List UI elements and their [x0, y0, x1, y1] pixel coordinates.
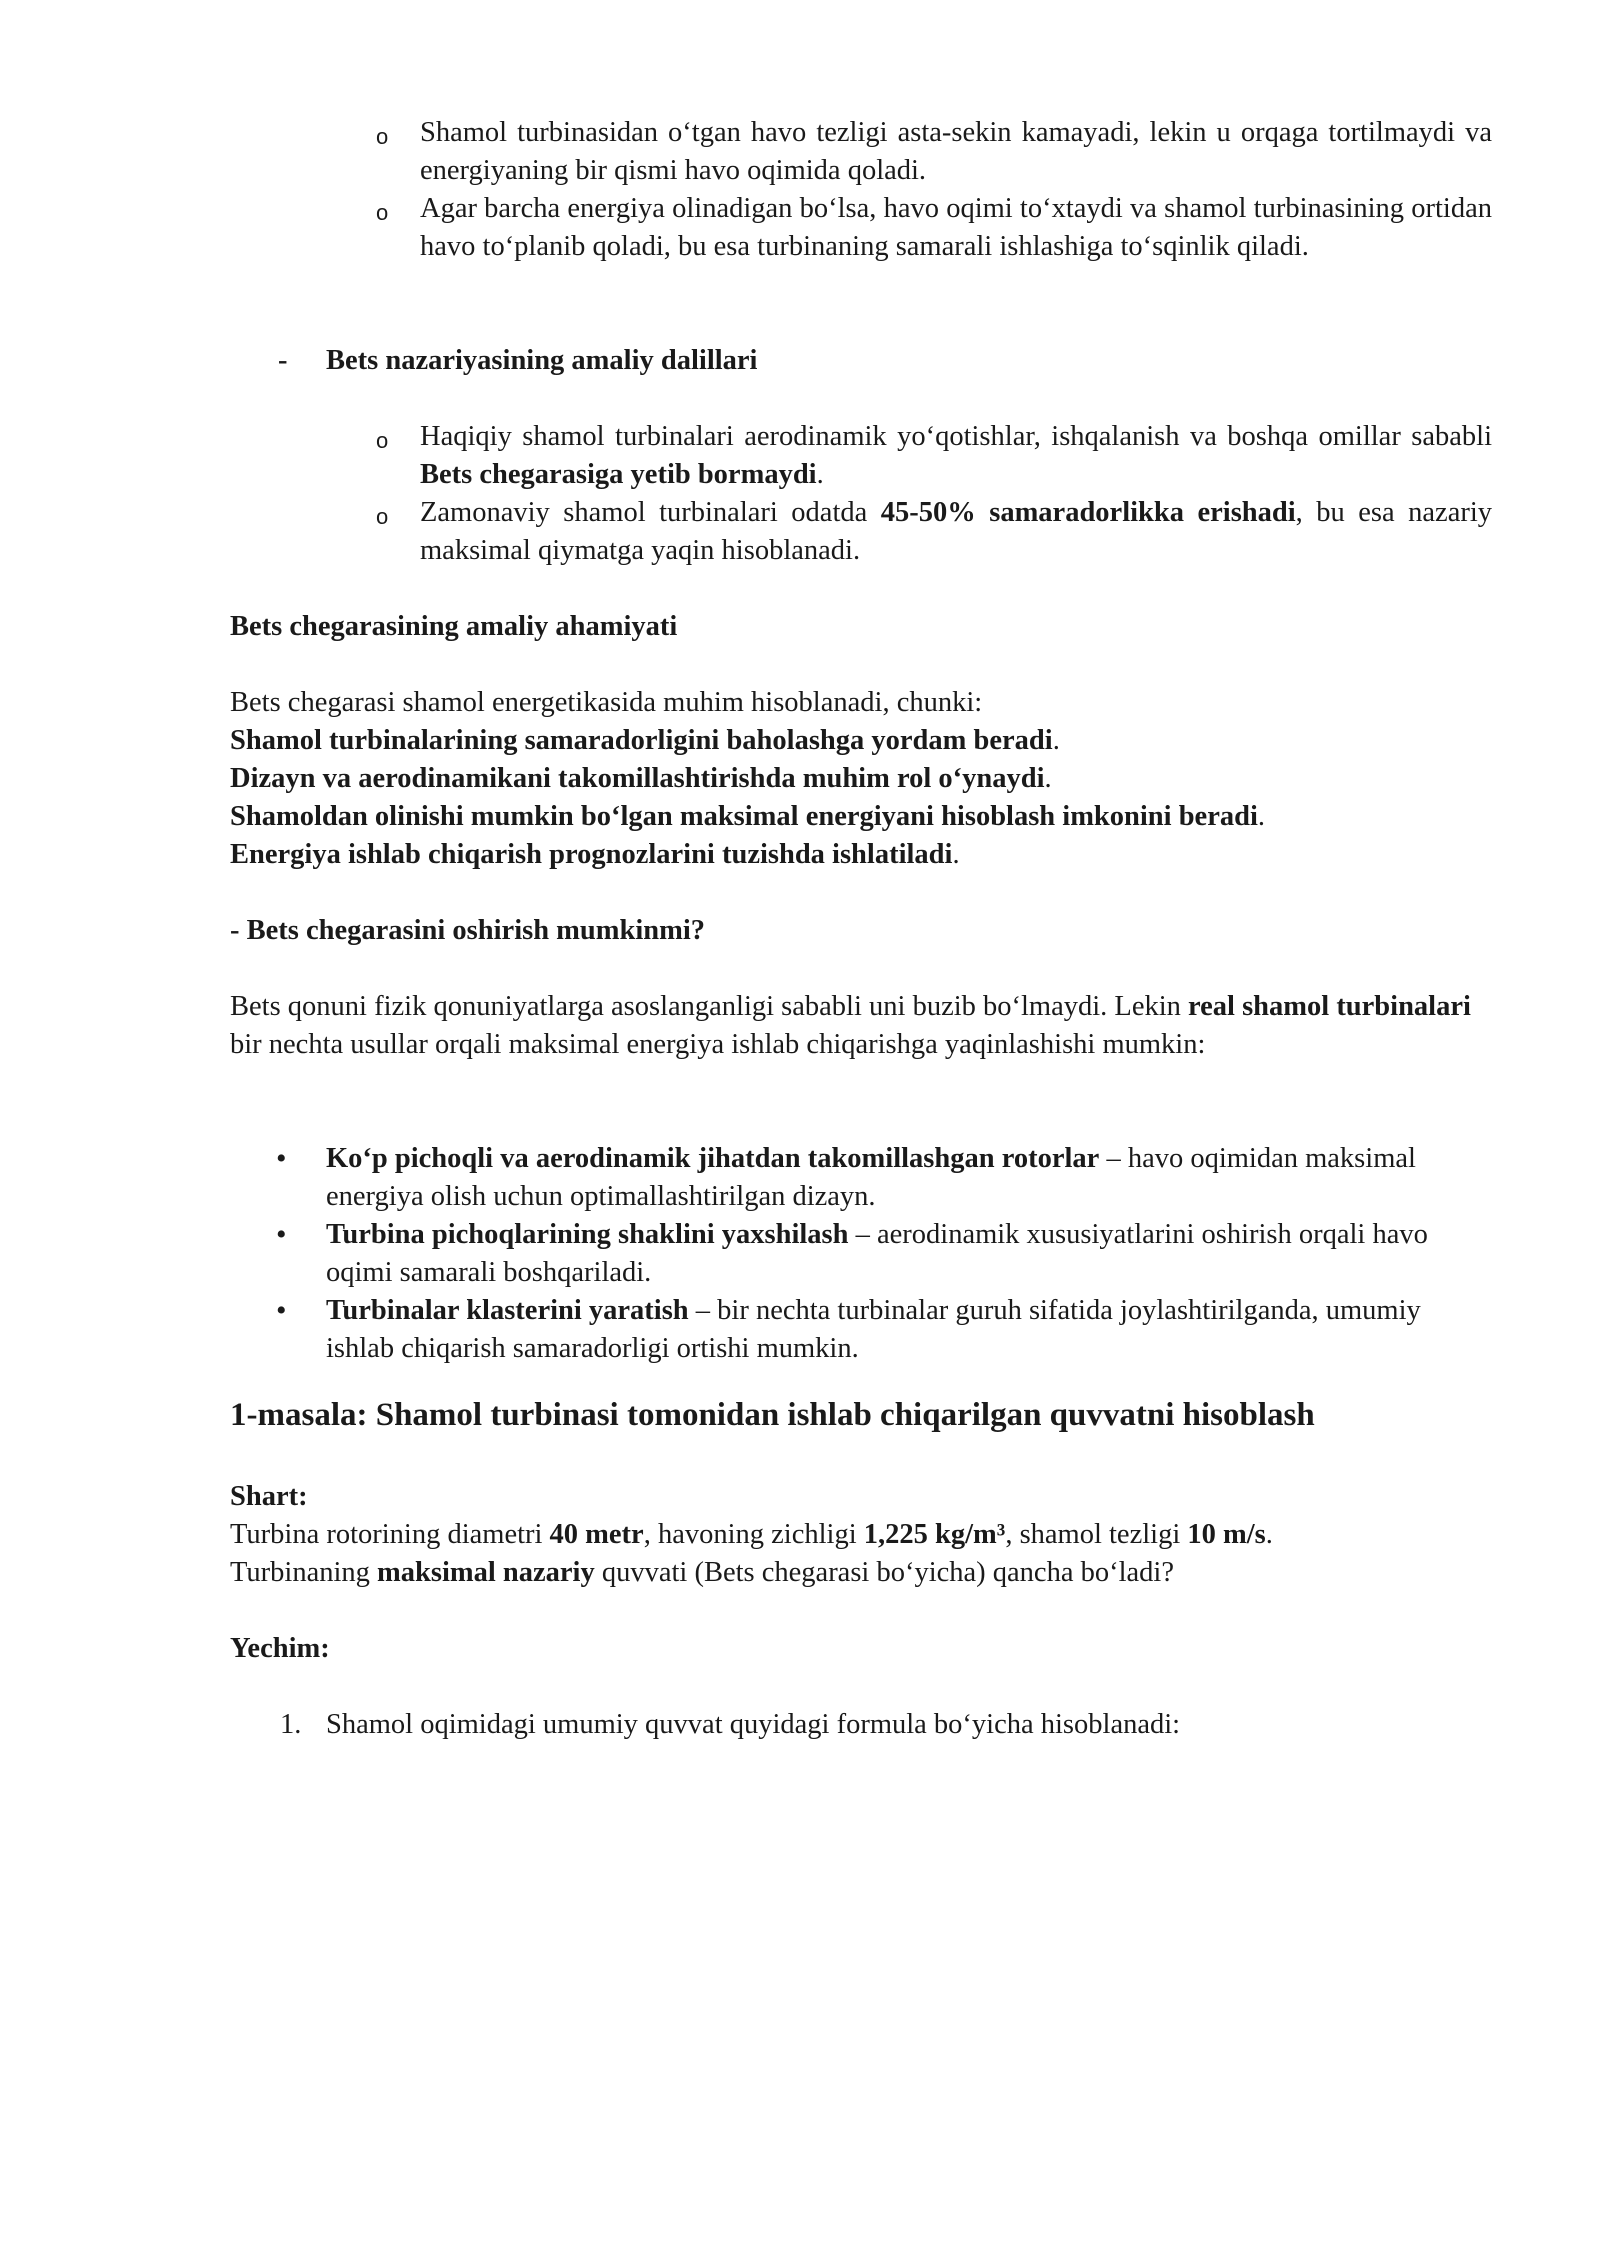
bullet-text: Turbinalar klasterini yaratish – bir nechta turbinalar guruh sifatida joylashtirilganda, umumiy ishlab chiqarish samaradorligi ortishi mumkin. — [326, 1295, 1421, 1364]
importance-line: Shamol turbinalarining samaradorligini baholashga yordam beradi. — [230, 725, 1060, 756]
bullet-text: Ko‘p pichoqli va aerodinamik jihatdan takomillashgan rotorlar – havo oqimidan maksimal energiya olish uchun optimallashtirilgan dizayn. — [326, 1143, 1416, 1212]
sub-bullet-text: Zamonaviy shamol turbinalari odatda 45-50% samaradorlikka erishadi, bu esa nazariy maksimal qiymatga yaqin hisoblanadi. — [420, 497, 1493, 566]
step-number: 1. — [280, 1709, 302, 1740]
bullet-marker: • — [276, 1142, 287, 1175]
condition-label: Shart: — [230, 1481, 308, 1512]
dash-heading: Bets nazariyasining amaliy dalillari — [326, 345, 758, 376]
sub-bullet-marker: o — [376, 200, 389, 225]
bullet-marker: • — [276, 1218, 287, 1251]
solution-label: Yechim: — [230, 1633, 330, 1664]
condition-line: Turbinaning maksimal nazariy quvvati (Bets chegarasi bo‘yicha) qancha bo‘ladi? — [230, 1557, 1174, 1588]
importance-line: Shamoldan olinishi mumkin bo‘lgan maksimal energiyani hisoblash imkonini beradi. — [230, 801, 1265, 832]
problem-heading: 1-masala: Shamol turbinasi tomonidan ishlab chiqarilgan quvvatni hisoblash — [230, 1397, 1315, 1433]
section-heading: - Bets chegarasini oshirish mumkinmi? — [230, 915, 706, 946]
dash-marker: - — [278, 345, 288, 376]
sub-bullet-text: Shamol turbinasidan o‘tgan havo tezligi asta-sekin kamayadi, lekin u orqaga tortilmaydi va energiyaning bir qismi havo oqimida qoladi. — [420, 117, 1492, 186]
sub-bullet-marker: o — [376, 428, 389, 453]
sub-bullet-marker: o — [376, 124, 389, 149]
bullet-marker: • — [276, 1294, 287, 1327]
section-heading: Bets chegarasining amaliy ahamiyati — [230, 611, 678, 642]
sub-bullet-text: Agar barcha energiya olinadigan bo‘lsa, havo oqimi to‘xtaydi va shamol turbinasining ortidan havo to‘planib qoladi, bu esa turbinaning samarali ishlashiga to‘sqinlik qiladi. — [420, 193, 1492, 262]
bullet-text: Turbina pichoqlarining shaklini yaxshilash – aerodinamik xususiyatlarini oshirish orqali havo oqimi samarali boshqariladi. — [326, 1219, 1428, 1288]
sub-bullet-text: Haqiqiy shamol turbinalari aerodinamik yo‘qotishlar, ishqalanish va boshqa omillar sababli Bets chegarasiga yetib bormaydi. — [420, 421, 1492, 490]
section-intro: Bets chegarasi shamol energetikasida muhim hisoblanadi, chunki: — [230, 687, 983, 718]
sub-bullet-marker: o — [376, 504, 389, 529]
section-paragraph: Bets qonuni fizik qonuniyatlarga asoslanganligi sababli uni buzib bo‘lmaydi. Lekin real shamol turbinalari bir nechta usullar orqali maksimal energiya ishlab chiqarishga yaqinlashishi mumkin: — [230, 991, 1471, 1060]
step-text: Shamol oqimidagi umumiy quvvat quyidagi formula bo‘yicha hisoblanadi: — [326, 1709, 1181, 1740]
importance-line: Energiya ishlab chiqarish prognozlarini tuzishda ishlatiladi. — [230, 839, 960, 870]
condition-line: Turbina rotorining diametri 40 metr, havoning zichligi 1,225 kg/m³, shamol tezligi 10 m/s. — [230, 1519, 1273, 1550]
importance-line: Dizayn va aerodinamikani takomillashtirishda muhim rol o‘ynaydi. — [230, 763, 1052, 794]
